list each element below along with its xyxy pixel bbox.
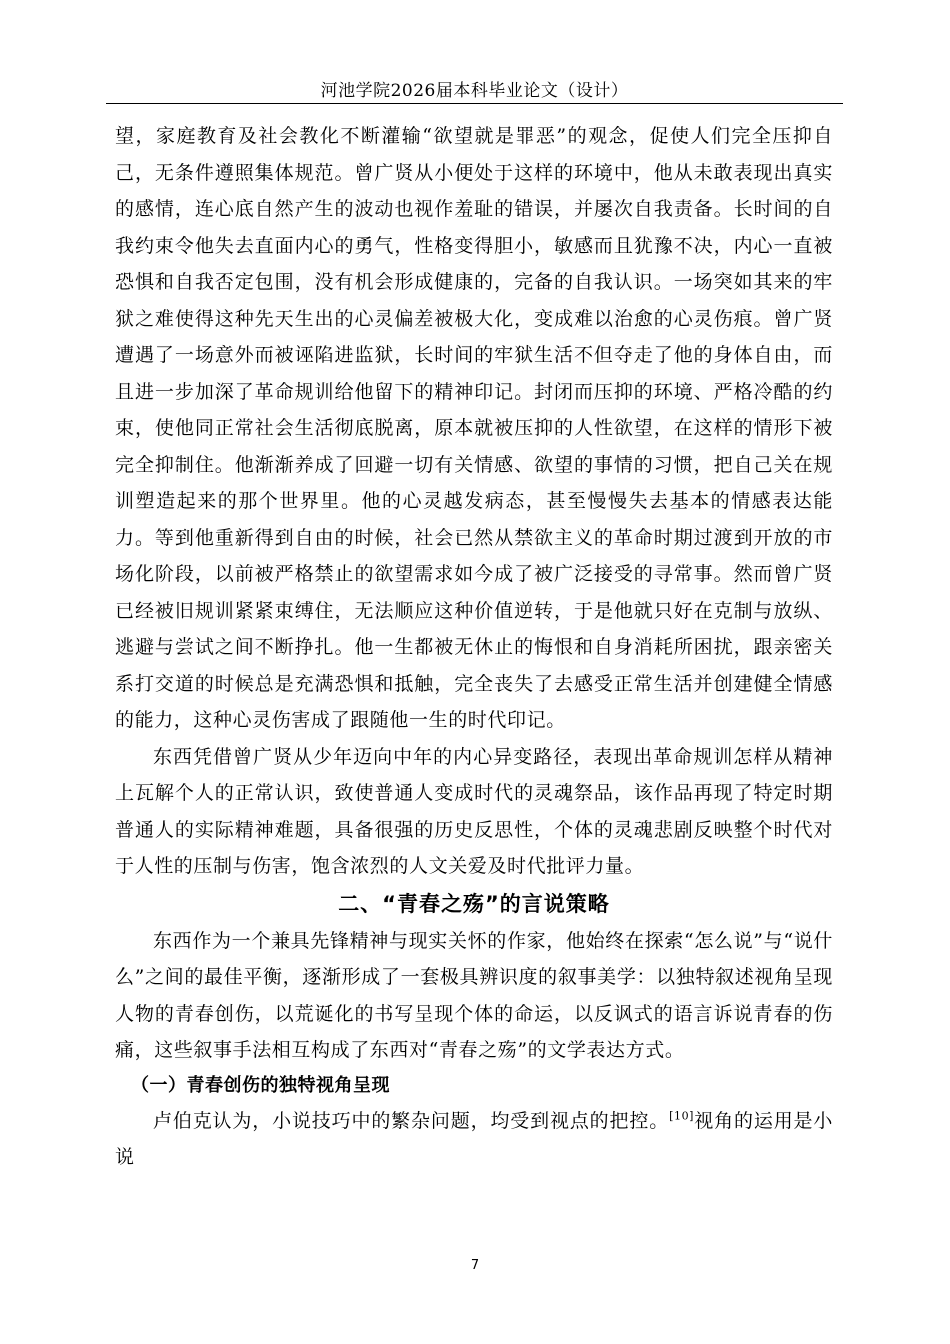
- citation-marker: [10]: [669, 1109, 695, 1123]
- page-body: [115, 118, 833, 1176]
- section-heading: 二、“青春之殇”的言说策略: [338, 891, 610, 916]
- subsection-heading: （一）青春创伤的独特视角呈现: [131, 1074, 390, 1096]
- header-divider: [106, 103, 843, 104]
- page-number: 7: [470, 1258, 480, 1273]
- body-paragraph-2: 东西凭借曾广贤从少年迈向中年的内心异变路径，表现出革命规训怎样从精神上瓦解个人的正常认识，致使普通人变成时代的灵魂祭品，该作品再现了特定时期普通人的实际精神难题，具备很强的历史反思性，个体的灵魂悲剧反映整个时代对于人性的压制与伤害，饱含浓烈的人文关爱及时代批评力量。: [115, 745, 833, 877]
- body-paragraph-4: [115, 1103, 833, 1176]
- paragraph-4-text-end: 视角的运用是小说: [115, 1109, 834, 1168]
- page-header-title: 河池学院2026届本科毕业论文（设计）: [320, 81, 629, 101]
- body-paragraph-3: 东西作为一个兼具先锋精神与现实关怀的作家，他始终在探索“怎么说”与“说什么”之间的最佳平衡，逐渐形成了一套极具辨识度的叙事美学：以独特叙述视角呈现人物的青春创伤，以荒诞化的书写呈现个体的命运，以反讽式的语言诉说青春的伤痛，这些叙事手法相互构成了东西对“青春之殇”的文学表达方式。: [115, 929, 833, 1061]
- paragraph-4-text-start: 卢伯克认为，小说技巧中的繁杂问题，均受到视点的把控。: [153, 1109, 670, 1132]
- body-paragraph-1: 望，家庭教育及社会教化不断灌输“欲望就是罪恶”的观念，促使人们完全压抑自己，无条件遵照集体规范。曾广贤从小便处于这样的环境中，他从未敢表现出真实的感情，连心底自然产生的波动也视作羞耻的错误，并屡次自我责备。长时间的自我约束令他失去直面内心的勇气，性格变得胆小，敏感而且犹豫不决，内心一直被恐惧和自我否定包围，没有机会形成健康的，完备的自我认识。一场突如其来的牢狱之难使得这种先天生出的心灵偏差被极大化，变成难以治愈的心灵伤痕。曾广贤遭遇了一场意外而被诬陷进监狱，长时间的牢狱生活不但夺走了他的身体自由，而且进一步加深了革命规训给他留下的精神印记。封闭而压抑的环境、严格冷酷的约束，使他同正常社会生活彻底脱离，原本就被压抑的人性欲望，在这样的情形下被完全抑制住。他渐渐养成了回避一切有关情感、欲望的事情的习惯，把自己关在规训塑造起来的那个世界里。他的心灵越发病态，甚至慢慢失去基本的情感表达能力。等到他重新得到自由的时候，社会已然从禁欲主义的革命时期过渡到开放的市场化阶段，以前被严格禁止的欲望需求如今成了被广泛接受的寻常事。然而曾广贤已经被旧规训紧紧束缚住，无法顺应这种价值逆转，于是他就只好在克制与放纵、逃避与尝试之间不断挣扎。他一生都被无休止的悔恨和自身消耗所困扰，跟亲密关系打交道的时候总是充满恐惧和抵触，完全丧失了去感受正常生活并创建健全情感的能力，这种心灵伤害成了跟随他一生的时代印记。: [115, 125, 833, 731]
